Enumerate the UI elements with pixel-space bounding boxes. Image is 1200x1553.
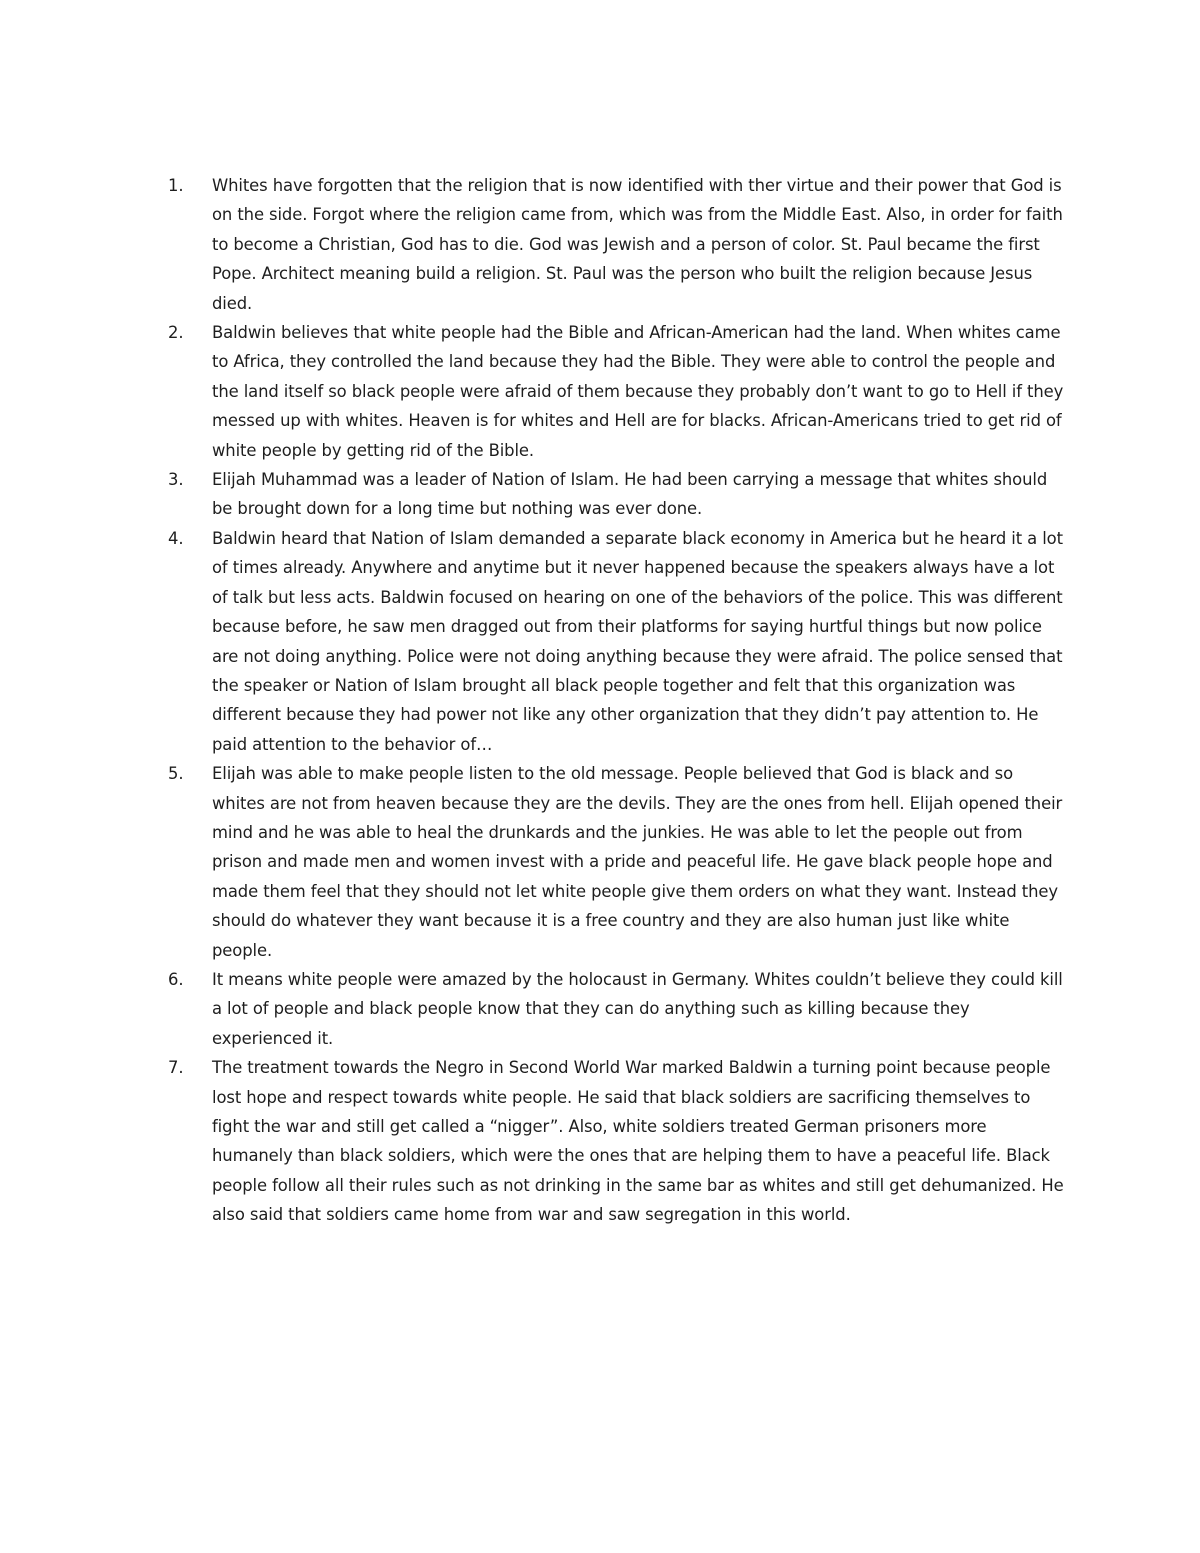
list-item-text: Whites have forgotten that the religion that is now identified with ther virtue and their power that God is on the side. Forgot where the religion came from, which was from the Middle East. Also, in order for faith to become a Christian, God has to die. God was Jewish and a person of color. St. Paul became the first Pope. Architect meaning build a religion. St. Paul was the person who built the religion because Jesus died.	[212, 176, 1063, 313]
list-item-text: Baldwin heard that Nation of Islam demanded a separate black economy in America but he heard it a lot of times already. Anywhere and anytime but it never happened because the speakers always have a lot of talk but less acts. Baldwin focused on hearing on one of the behaviors of the police. This was different because before, he saw men dragged out from their platforms for saying hurtful things but now police are not doing anything. Police were not doing anything because they were afraid. The police sensed that the speaker or Nation of Islam brought all black people together and felt that this organization was different because they had power not like any other organization that they didn’t pay attention to. He paid attention to the behavior of…	[212, 528, 1063, 754]
list-item-text: The treatment towards the Negro in Second World War marked Baldwin a turning point because people lost hope and respect towards white people. He said that black soldiers are sacrificing themselves to fight the war and still get called a “nigger”. Also, white soldiers treated German prisoners more humanely than black soldiers, which were the ones that are helping them to have a peaceful life. Black people follow all their rules such as not drinking in the same bar as whites and still get dehumanized. He also said that soldiers came home from war and saw segregation in this world.	[212, 1058, 1064, 1225]
list-item-7	[168, 1053, 1068, 1229]
list-item-text: Elijah was able to make people listen to the old message. People believed that God is black and so whites are not from heaven because they are the devils. They are the ones from hell. Elijah opened their mind and he was able to heal the drunkards and the junkies. He was able to let the people out from prison and made men and women invest with a pride and peaceful life. He gave black people hope and made them feel that they should not let white people give them orders on what they want. Instead they should do whatever they want because it is a free country and they are also human just like white people.	[212, 764, 1063, 960]
list-item-number: 1.	[168, 176, 184, 195]
list-item-number: 4.	[168, 528, 184, 548]
list-item-number: 5.	[168, 764, 184, 784]
list-item-number: 2.	[168, 323, 184, 343]
list-item-2	[168, 318, 1068, 465]
list-item-text: It means white people were amazed by the holocaust in Germany. Whites couldn’t believe they could kill a lot of people and black people know that they can do anything such as killing because they experienced it.	[212, 969, 1063, 1048]
list-item-6	[168, 965, 1068, 1053]
list-item-5	[168, 759, 1068, 965]
list-item-number: 6.	[168, 969, 184, 989]
list-item-number: 3.	[168, 470, 184, 490]
list-item-3	[168, 465, 1068, 524]
numbered-answer-list	[168, 171, 1068, 1230]
list-item-1	[168, 171, 1068, 318]
list-item-4	[168, 524, 1068, 759]
list-item-text: Elijah Muhammad was a leader of Nation of Islam. He had been carrying a message that whites should be brought down for a long time but nothing was ever done.	[212, 470, 1048, 519]
list-item-number: 7.	[168, 1058, 184, 1078]
list-item-text: Baldwin believes that white people had the Bible and African-American had the land. When whites came to Africa, they controlled the land because they had the Bible. They were able to control the people and the land itself so black people were afraid of them because they probably don’t want to go to Hell if they messed up with whites. Heaven is for whites and Hell are for blacks. African-Americans tried to get rid of white people by getting rid of the Bible.	[212, 323, 1064, 460]
